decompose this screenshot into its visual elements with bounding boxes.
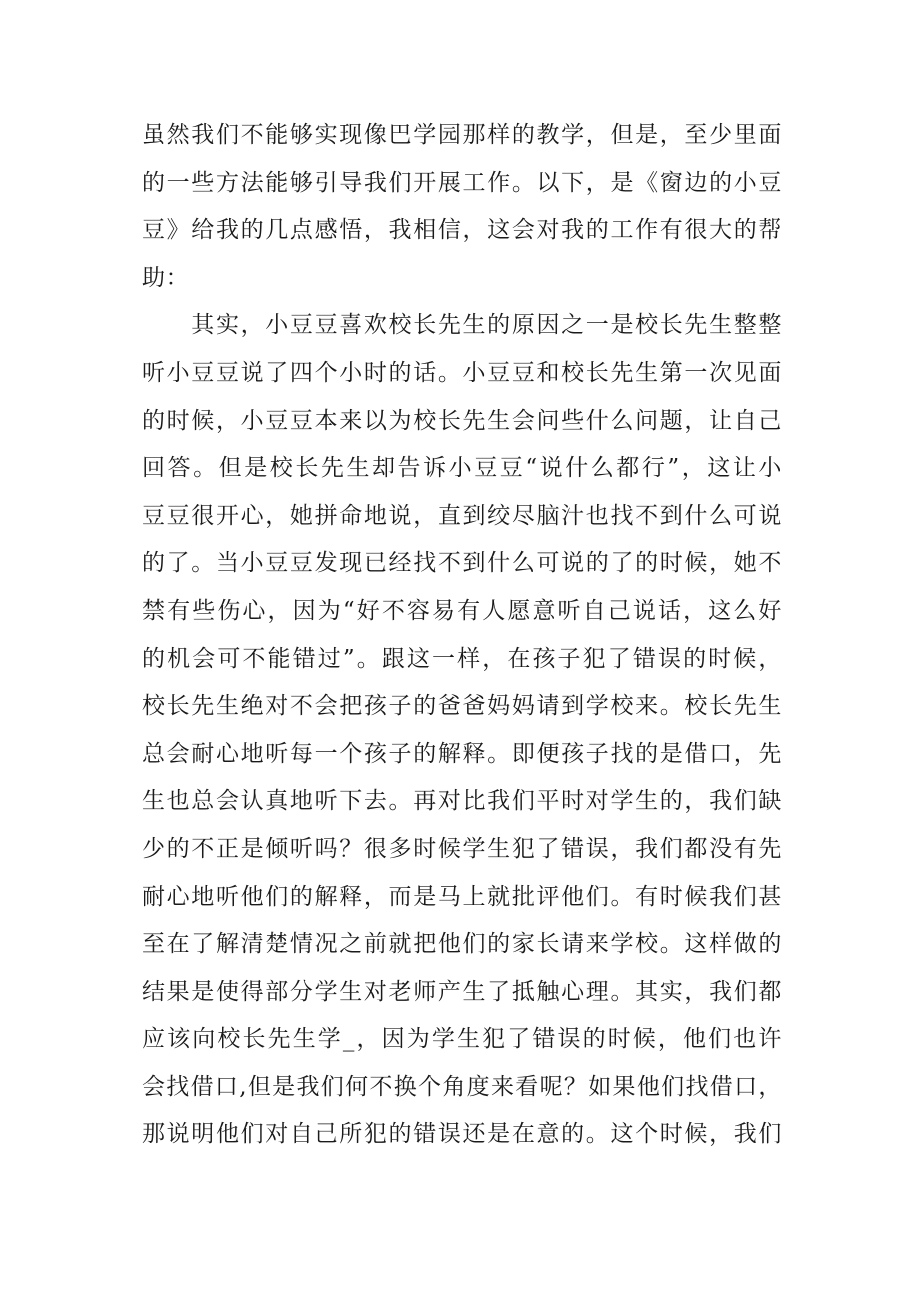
text-line: 听小豆豆说了四个小时的话。小豆豆和校长先生第一次见面 (142, 359, 782, 386)
body-text (142, 112, 782, 1159)
text-line: 虽然我们不能够实现像巴学园那样的教学，但是，至少里面 (142, 122, 782, 148)
text-line: 至在了解清楚情况之前就把他们的家长请来学校。这样做的 (142, 931, 782, 958)
text-line: 豆》给我的几点感悟，我相信，这会对我的工作有很大的帮 (142, 217, 782, 244)
paragraph-first-line: 其实，小豆豆喜欢校长先生的原因之一是校长先生整整 (142, 312, 782, 339)
text-line: 结果是使得部分学生对老师产生了抵触心理。其实，我们都 (142, 978, 782, 1005)
text-line: 应该向校长先生学_，因为学生犯了错误的时候，他们也许 (142, 1026, 782, 1053)
text-line: 总会耐心地听每一个孩子的解释。即便孩子找的是借口，先 (142, 740, 782, 767)
text-line: 校长先生绝对不会把孩子的爸爸妈妈请到学校来。校长先生 (142, 693, 782, 720)
text-line: 助： (142, 264, 190, 291)
text-line: 生也总会认真地听下去。再对比我们平时对学生的，我们缺 (142, 788, 782, 815)
text-line: 的机会可不能错过”。跟这一样，在孩子犯了错误的时候， (142, 645, 782, 672)
text-line: 的了。当小豆豆发现已经找不到什么可说的了的时候，她不 (142, 550, 782, 577)
text-line: 的一些方法能够引导我们开展工作。以下，是《窗边的小豆 (142, 169, 782, 196)
text-line: 豆豆很开心，她拼命地说，直到绞尽脑汁也找不到什么可说 (142, 502, 782, 529)
text-line: 少的不正是倾听吗？很多时候学生犯了错误，我们都没有先 (142, 835, 782, 862)
text-line: 禁有些伤心，因为“好不容易有人愿意听自己说话，这么好 (142, 597, 782, 624)
text-line: 那说明他们对自己所犯的错误还是在意的。这个时候，我们 (142, 1121, 782, 1148)
text-line: 的时候，小豆豆本来以为校长先生会问些什么问题，让自己 (142, 407, 782, 434)
text-line: 耐心地听他们的解释，而是马上就批评他们。有时候我们甚 (142, 883, 782, 910)
text-line: 会找借口,但是我们何不换个角度来看呢？如果他们找借口， (142, 1073, 782, 1100)
text-line: 回答。但是校长先生却告诉小豆豆“说什么都行”，这让小 (142, 455, 782, 482)
